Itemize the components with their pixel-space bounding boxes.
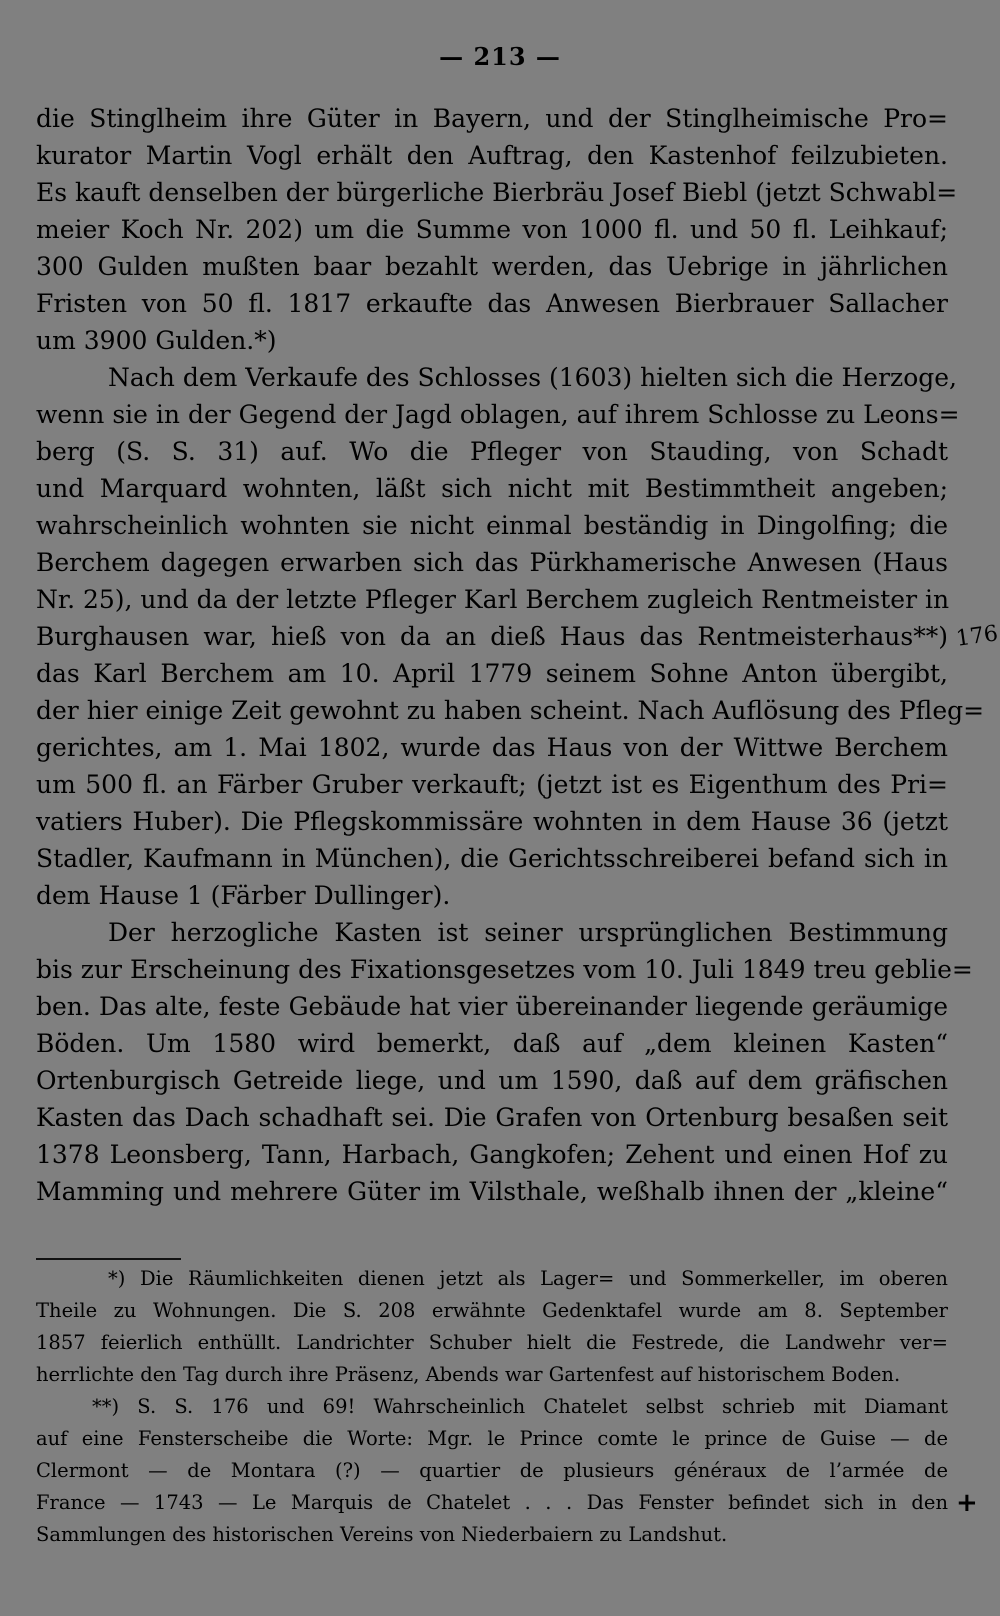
body-line: Mamming und mehrere Güter im Vilsthale, weßhalb ihnen der „kleine“ (36, 1177, 948, 1206)
body-line: Fristen von 50 fl. 1817 erkaufte das Anwesen Bierbrauer Sallacher (36, 289, 948, 318)
body-line: bis zur Erscheinung des Fixationsgesetzes vom 10. Juli 1849 treu geblie= (36, 955, 973, 984)
body-line: dem Hause 1 (Färber Dullinger). (36, 881, 451, 910)
body-line: Nr. 25), und da der letzte Pfleger Karl Berchem zugleich Rentmeister in (36, 585, 950, 614)
footnote-line: **) S. S. 176 und 69! Wahrscheinlich Chatelet selbst schrieb mit Diamant (92, 1395, 948, 1418)
footnote-line: Theile zu Wohnungen. Die S. 208 erwähnte Gedenktafel wurde am 8. September (36, 1299, 948, 1322)
body-line: Stadler, Kaufmann in München), die Gerichtsschreiberei befand sich in (36, 844, 948, 873)
footnote-line: Clermont — de Montara (?) — quartier de plusieurs généraux de l’armée de (36, 1459, 948, 1482)
body-line: ben. Das alte, feste Gebäude hat vier übereinander liegende geräumige (36, 992, 948, 1021)
body-line: um 500 fl. an Färber Gruber verkauft; (jetzt ist es Eigenthum des Pri= (36, 770, 948, 799)
footnote-rule (36, 1258, 181, 1260)
plus-mark: + (956, 1488, 978, 1518)
body-line: Der herzogliche Kasten ist seiner ursprünglichen Bestimmung (108, 918, 948, 947)
body-line: kurator Martin Vogl erhält den Auftrag, den Kastenhof feilzubieten. (36, 141, 948, 170)
body-line: meier Koch Nr. 202) um die Summe von 1000 fl. und 50 fl. Leihkauf; (36, 215, 948, 244)
body-line: Es kauft denselben der bürgerliche Bierbräu Josef Biebl (jetzt Schwabl= (36, 178, 958, 207)
body-line: berg (S. S. 31) auf. Wo die Pfleger von Stauding, von Schadt (36, 437, 948, 466)
body-line: wahrscheinlich wohnten sie nicht einmal beständig in Dingolfing; die (36, 511, 948, 540)
body-line: wenn sie in der Gegend der Jagd oblagen, auf ihrem Schlosse zu Leons= (36, 400, 960, 429)
handwritten-margin-note: 176 (954, 621, 1000, 652)
body-line: Nach dem Verkaufe des Schlosses (1603) hielten sich die Herzoge, (108, 363, 957, 392)
body-line: die Stinglheim ihre Güter in Bayern, und der Stinglheimische Pro= (36, 104, 948, 133)
footnote-line: auf eine Fensterscheibe die Worte: Mgr. le Prince comte le prince de Guise — de (36, 1427, 948, 1450)
body-line: Böden. Um 1580 wird bemerkt, daß auf „dem kleinen Kasten“ (36, 1029, 948, 1058)
body-line: um 3900 Gulden.*) (36, 326, 277, 355)
footnote-line: Sammlungen des historischen Vereins von Niederbaiern zu Landshut. (36, 1523, 728, 1546)
footnote-line: herrlichte den Tag durch ihre Präsenz, Abends war Gartenfest auf historischem Boden. (36, 1363, 901, 1386)
body-line: vatiers Huber). Die Pflegskommissäre wohnten in dem Hause 36 (jetzt (36, 807, 948, 836)
footnote-line: *) Die Räumlichkeiten dienen jetzt als Lager= und Sommerkeller, im oberen (108, 1267, 948, 1290)
body-line: Berchem dagegen erwarben sich das Pürkhamerische Anwesen (Haus (36, 548, 948, 577)
body-line: 300 Gulden mußten baar bezahlt werden, das Uebrige in jährlichen (36, 252, 948, 281)
body-line: gerichtes, am 1. Mai 1802, wurde das Haus von der Wittwe Berchem (36, 733, 948, 762)
body-line: Ortenburgisch Getreide liege, und um 1590, daß auf dem gräfischen (36, 1066, 948, 1095)
body-line: das Karl Berchem am 10. April 1779 seinem Sohne Anton übergibt, (36, 659, 948, 688)
page-number: — 213 — (439, 42, 561, 71)
body-line: Kasten das Dach schadhaft sei. Die Grafen von Ortenburg besaßen seit (36, 1103, 948, 1132)
body-line: Burghausen war, hieß von da an dieß Haus das Rentmeisterhaus**) (36, 622, 948, 651)
body-line: und Marquard wohnten, läßt sich nicht mit Bestimmtheit angeben; (36, 474, 948, 503)
body-line: 1378 Leonsberg, Tann, Harbach, Gangkofen; Zehent und einen Hof zu (36, 1140, 948, 1169)
body-line: der hier einige Zeit gewohnt zu haben scheint. Nach Auflösung des Pfleg= (36, 696, 985, 725)
footnote-line: France — 1743 — Le Marquis de Chatelet . . . Das Fenster befindet sich in den (36, 1491, 948, 1514)
footnote-line: 1857 feierlich enthüllt. Landrichter Schuber hielt die Festrede, die Landwehr ver= (36, 1331, 948, 1354)
